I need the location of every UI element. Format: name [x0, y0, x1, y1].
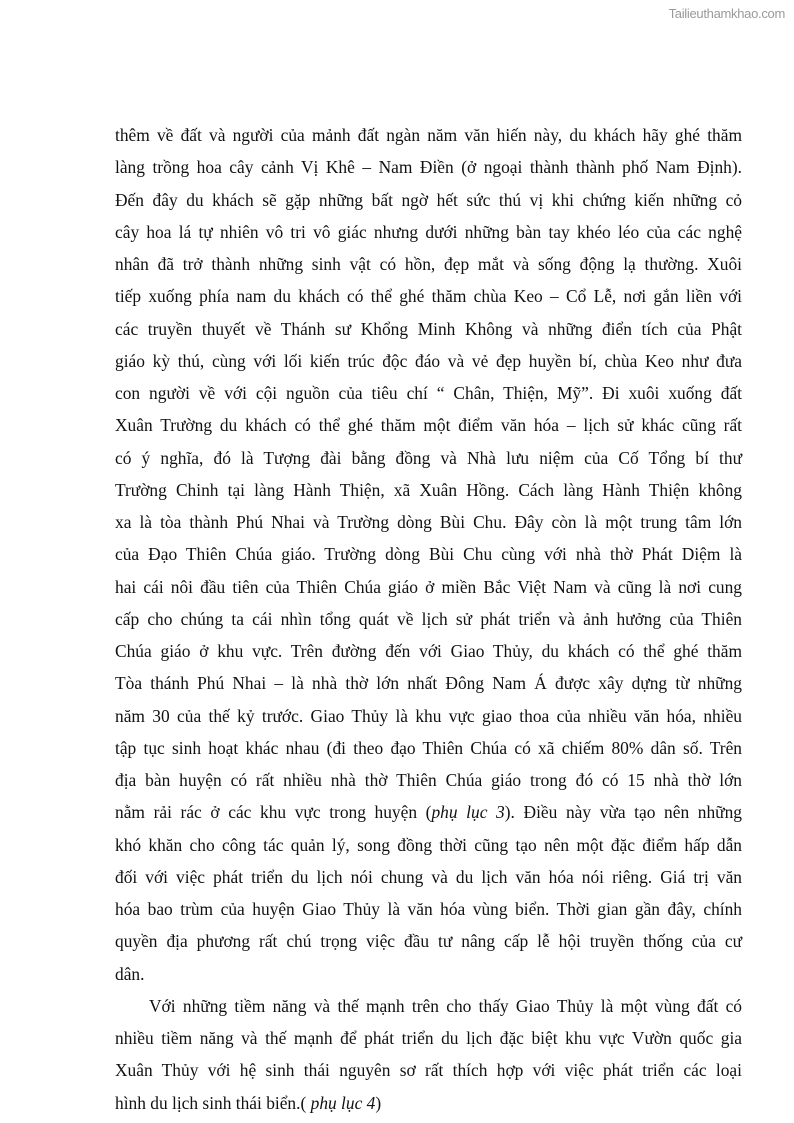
text-line: nhân đã trở thành những sinh vật có hồn, đẹp mắt và sống động lạ thường. Xuôi	[115, 254, 742, 274]
text-line: Tòa thánh Phú Nhai – là nhà thờ lớn nhất Đông Nam Á được xây dựng từ những	[115, 673, 742, 694]
text-line: Với những tiềm năng và thế mạnh trên cho thấy Giao Thủy là một vùng đất có	[149, 995, 742, 1016]
text-line: Trường Chinh tại làng Hành Thiện, xã Xuân Hồng. Cách làng Hành Thiện không	[115, 479, 742, 500]
text-line	[115, 796, 742, 828]
text-line: quyền địa phương rất chú trọng việc đầu tư nâng cấp lễ hội truyền thống của cư	[115, 931, 742, 952]
text-line: thêm về đất và người của mảnh đất ngàn năm văn hiến này, du khách hãy ghé thăm	[115, 125, 742, 145]
paragraph-1	[115, 119, 742, 796]
text-line: xa là tòa thành Phú Nhai và Trường dòng Bùi Chu. Đây còn là một trung tâm lớn	[115, 512, 742, 532]
text-line: tiếp xuống phía nam du khách có thể ghé thăm chùa Keo – Cổ Lễ, nơi gắn liền với	[115, 286, 742, 307]
text-segment: nằm rải rác ở các khu vực trong huyện (	[115, 802, 432, 823]
text-line: của Đạo Thiên Chúa giáo. Trường dòng Bùi Chu cùng với nhà thờ Phát Diệm là	[115, 544, 742, 565]
text-line: tập tục sinh hoạt khác nhau (đi theo đạo Thiên Chúa có xã chiếm 80% dân số. Trên	[115, 737, 742, 758]
text-line: con người về với cội nguồn của tiêu chí “ Chân, Thiện, Mỹ”. Đi xuôi xuống đất	[115, 383, 742, 403]
text-segment: )	[375, 1092, 382, 1113]
paragraph-2	[115, 990, 742, 1087]
text-line: có ý nghĩa, đó là Tượng đài bằng đồng và Nhà lưu niệm của Cố Tổng bí thư	[115, 447, 742, 468]
text-line: hai cái nôi đầu tiên của Thiên Chúa giáo ở miền Bắc Việt Nam và cũng là nơi cung	[115, 576, 742, 597]
text-line: Đến đây du khách sẽ gặp những bất ngờ hết sức thú vị khi chứng kiến những cỏ	[115, 189, 742, 210]
text-segment: ). Điều này vừa tạo nên những	[504, 802, 742, 823]
text-line: nhiều tiềm năng và thế mạnh để phát triển du lịch đặc biệt khu vực Vườn quốc gia	[115, 1028, 742, 1048]
watermark: Tailieuthamkhao.com	[668, 6, 785, 21]
text-line: Xuân Thủy với hệ sinh thái nguyên sơ rất thích hợp với việc phát triển các loại	[115, 1060, 742, 1081]
appendix-reference: phụ lục 4	[310, 1092, 376, 1113]
text-line: Xuân Trường du khách có thể ghé thăm một điểm văn hóa – lịch sử khác cũng rất	[115, 415, 742, 436]
text-line: năm 30 của thế kỷ trước. Giao Thủy là khu vực giao thoa của nhiều văn hóa, nhiều	[115, 705, 742, 726]
text-line: các truyền thuyết về Thánh sư Khổng Minh Không và những điển tích của Phật	[115, 318, 742, 339]
text-line: cấp cho chúng ta cái nhìn tổng quát về lịch sử phát triển và ảnh hưởng của Thiên	[115, 608, 742, 629]
text-segment: hình du lịch sinh thái biển.(	[115, 1092, 311, 1113]
text-line	[115, 1087, 742, 1119]
text-line: đối với việc phát triển du lịch nói chung và du lịch văn hóa nói riêng. Giá trị văn	[115, 866, 742, 887]
text-line: giáo kỳ thú, cùng với lối kiến trúc độc đáo và vẻ đẹp huyền bí, chùa Keo như đưa	[115, 350, 742, 371]
text-line: Chúa giáo ở khu vực. Trên đường đến với Giao Thủy, du khách có thể ghé thăm	[115, 641, 742, 661]
text-line: địa bàn huyện có rất nhiều nhà thờ Thiên Chúa giáo trong đó có 15 nhà thờ lớn	[115, 770, 742, 790]
document-body	[115, 119, 742, 1119]
text-line: làng trồng hoa cây cảnh Vị Khê – Nam Điền (ở ngoại thành thành phố Nam Định).	[115, 157, 742, 178]
text-line: khó khăn cho công tác quản lý, song đồng thời cũng tạo nên một đặc điểm hấp dẫn	[115, 834, 742, 855]
appendix-reference: phụ lục 3	[431, 802, 505, 823]
paragraph-1-end	[115, 829, 742, 990]
text-line: dân.	[115, 963, 145, 984]
text-line: cây hoa lá tự nhiên vô tri vô giác nhưng dưới những bàn tay khéo léo của các nghệ	[115, 221, 742, 242]
text-line: hóa bao trùm của huyện Giao Thủy là văn hóa vùng biển. Thời gian gần đây, chính	[115, 899, 742, 919]
